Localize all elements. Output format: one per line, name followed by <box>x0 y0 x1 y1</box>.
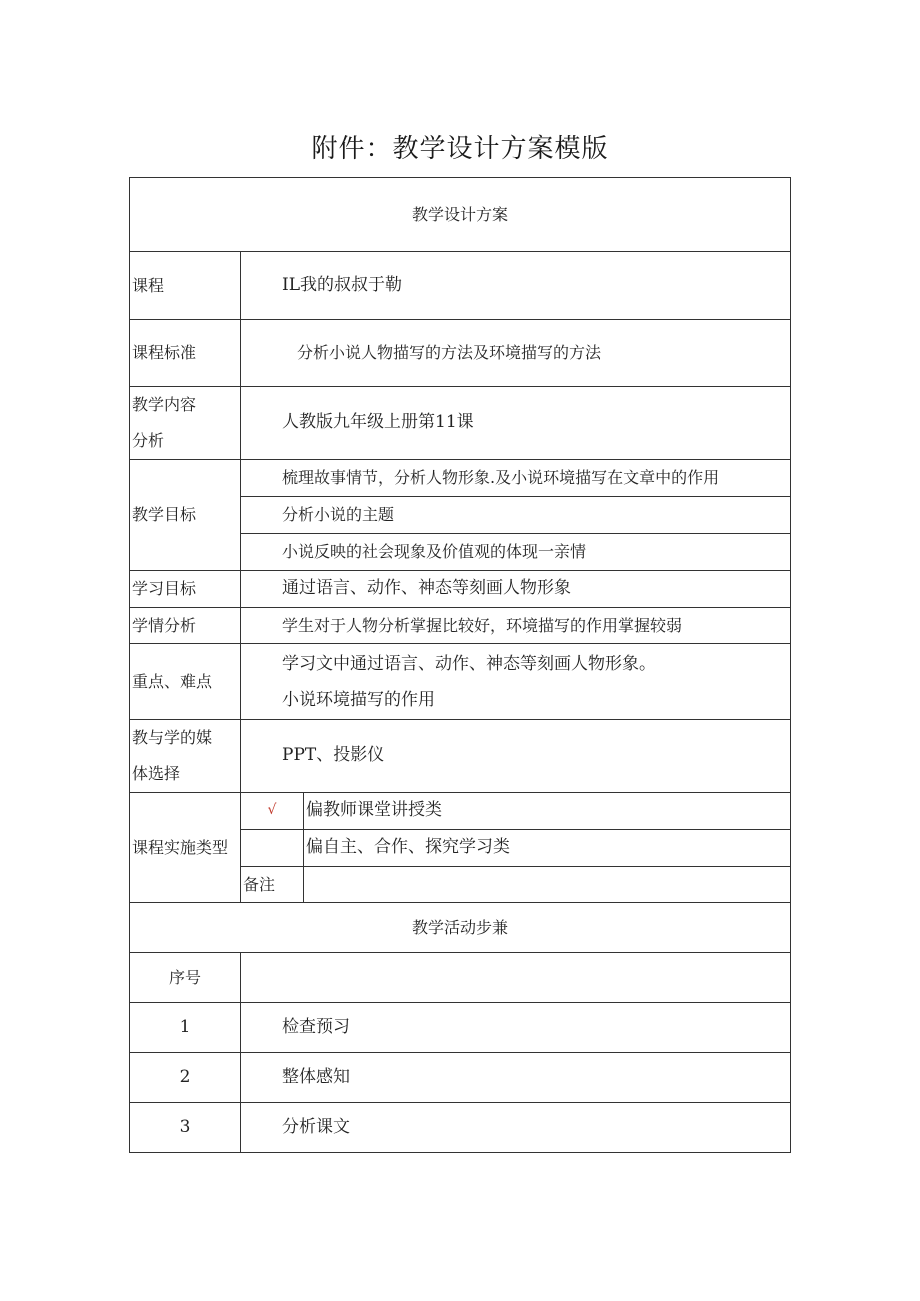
course-type-option: 偏自主、合作、探究学习类 <box>304 830 791 867</box>
teaching-goal-item: 梳理故事情节，分析人物形象.及小说环境描写在文章中的作用 <box>241 460 791 497</box>
media-label <box>130 720 241 793</box>
course-value: IL我的叔叔于勒 <box>241 252 791 320</box>
media-row <box>130 720 791 793</box>
step-row <box>130 1103 791 1153</box>
table-header: 教学设计方案 <box>130 178 791 252</box>
steps-header: 教学活动步兼 <box>130 903 791 953</box>
content-analysis-label-line2: 分析 <box>132 431 165 450</box>
step-name: 检查预习 <box>241 1003 791 1053</box>
teaching-goal-item: 分析小说的主题 <box>241 497 791 534</box>
teaching-plan-table <box>129 177 791 1153</box>
step-row <box>130 1053 791 1103</box>
step-number: 1 <box>130 1003 241 1053</box>
step-name: 分析课文 <box>241 1103 791 1153</box>
course-type-label: 课程实施类型 <box>130 793 241 903</box>
course-label: 课程 <box>130 252 241 320</box>
learner-analysis-row <box>130 608 791 644</box>
key-difficult-row <box>130 644 791 720</box>
content-analysis-value: 人教版九年级上册第11课 <box>241 387 791 460</box>
course-row <box>130 252 791 320</box>
course-type-row <box>130 793 791 830</box>
step-name: 整体感知 <box>241 1053 791 1103</box>
teaching-goal-item: 小说反映的社会现象及价值观的体现一亲情 <box>241 534 791 571</box>
step-row <box>130 1003 791 1053</box>
standard-label: 课程标准 <box>130 320 241 387</box>
course-type-mark <box>241 830 304 867</box>
media-label-line1: 教与学的媒 <box>132 728 213 747</box>
media-value: PPT、投影仪 <box>241 720 791 793</box>
standard-row <box>130 320 791 387</box>
learning-goals-label: 学习目标 <box>130 571 241 608</box>
key-difficult-line: 学习文中通过语言、动作、神态等刻画人物形象。 <box>282 653 656 674</box>
steps-column-label: 序号 <box>130 953 241 1003</box>
steps-header-row <box>130 903 791 953</box>
learner-analysis-label: 学情分析 <box>130 608 241 644</box>
note-value <box>304 867 791 903</box>
learner-analysis-value: 学生对于人物分析掌握比较好，环境描写的作用掌握较弱 <box>241 608 791 644</box>
content-analysis-label-line1: 教学内容 <box>132 395 197 414</box>
learning-goals-row <box>130 571 791 608</box>
steps-column-row <box>130 953 791 1003</box>
teaching-goals-label: 教学目标 <box>130 460 241 571</box>
step-number: 3 <box>130 1103 241 1153</box>
note-label: 备注 <box>241 867 304 903</box>
content-analysis-row <box>130 387 791 460</box>
check-mark-icon: √ <box>241 793 304 830</box>
standard-value: 分析小说人物描写的方法及环境描写的方法 <box>241 320 791 387</box>
learning-goals-value: 通过语言、动作、神态等刻画人物形象 <box>241 571 791 608</box>
key-difficult-label: 重点、难点 <box>130 644 241 720</box>
page-title: 附件：教学设计方案模版 <box>311 134 609 164</box>
table-header-row <box>130 178 791 252</box>
teaching-goal-row <box>130 460 791 497</box>
step-number: 2 <box>130 1053 241 1103</box>
media-label-line2: 体选择 <box>132 764 181 783</box>
steps-column-empty <box>241 953 791 1003</box>
content-analysis-label <box>130 387 241 460</box>
course-type-option: 偏教师课堂讲授类 <box>304 793 791 830</box>
key-difficult-line: 小说环境描写的作用 <box>282 689 435 710</box>
key-difficult-value <box>241 644 791 720</box>
